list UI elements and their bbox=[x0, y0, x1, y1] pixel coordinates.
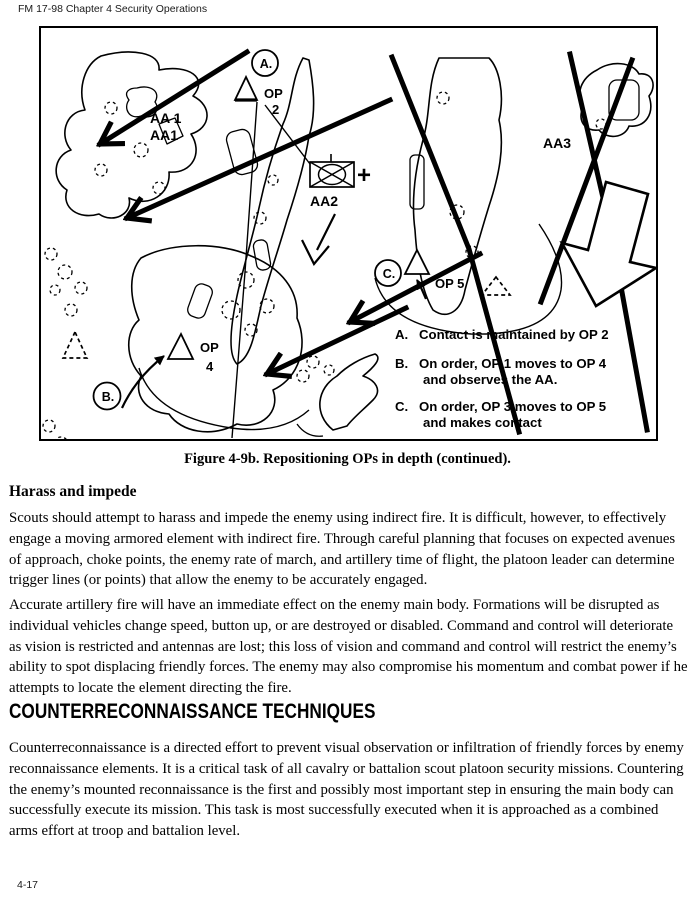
section-heading-harass: Harass and impede bbox=[9, 483, 137, 500]
figure-caption: Figure 4-9b. Repositioning OPs in depth (continued). bbox=[184, 451, 511, 467]
op5-symbol bbox=[405, 250, 429, 274]
page-header: FM 17-98 Chapter 4 Security Operations bbox=[18, 3, 208, 15]
circle-a-label: A. bbox=[259, 57, 273, 71]
paragraph-harass-1: Scouts should attempt to harass and impede the enemy using indirect fire. It is difficult, however, to effectively engage a moving armored element with indirect fire. Through careful planning that focuses on expected avenues of approach, choke points, the enemy rate of march, and artillery time of flight, the platoon leader can determine trigger lines (or points) that allow the enemy to be accurately engaged. bbox=[9, 510, 676, 589]
section-heading-counterrecon: COUNTERRECONNAISSANCE TECHNIQUES bbox=[9, 700, 376, 723]
arrow-aa2-head bbox=[302, 240, 329, 264]
op2-number: 2 bbox=[272, 102, 280, 117]
circle-c-label: C. bbox=[382, 267, 396, 281]
circle-b-label: B. bbox=[101, 390, 115, 404]
legend-a-letter: A. bbox=[395, 327, 409, 342]
op5-dashed-symbol bbox=[482, 277, 510, 295]
arrow-aa3-block bbox=[562, 182, 656, 306]
avenue-labels bbox=[150, 110, 571, 209]
legend-c-text-2: and makes contact bbox=[423, 415, 542, 430]
legend-b-text-2: and observes the AA. bbox=[423, 372, 558, 387]
label-aa1-lower: AA1 bbox=[150, 127, 179, 143]
paragraph-harass-2: Accurate artillery fire will have an immediate effect on the enemy main body. Formations will be disrupted as individual vehicles change speed, button up, or are destroyed or disabled. Command and control will deteriorate as vision is restricted and antennas are lost; this loss of vision and command and control will restrict the enemy’s ability to spot displacing friendly forces. The enemy may also compromise his momentum and combat power if he attempts to locate the element directing the fire. bbox=[9, 597, 688, 697]
legend-b-letter: B. bbox=[395, 356, 409, 371]
arrow-mid-2 bbox=[267, 308, 409, 374]
page-number: 4-17 bbox=[17, 879, 39, 891]
op4-dashed-symbol bbox=[63, 332, 87, 358]
legend-a-text: Contact is maintained by OP 2 bbox=[419, 327, 609, 342]
avenue-arrows bbox=[100, 52, 647, 432]
label-aa3: AA3 bbox=[543, 135, 572, 151]
legend-c-text: On order, OP 3 moves to OP 5 bbox=[419, 399, 607, 414]
legend-c-letter: C. bbox=[395, 399, 409, 414]
enemy-unit-symbol bbox=[310, 154, 354, 187]
paragraph-counterrecon-1: Counterreconnaissance is a directed effort to prevent visual observation or infiltration of friendly forces by enemy reconnaissance elements. It is a critical task of all cavalry or battalion scout platoon security missions. Countering the enemy’s mounted reconnaissance is the first and possibly most important step in ensuring the main body can successfully execute its mission. This task is most successfully executed when it is approached as a combined arms effort at troop and battalion level. bbox=[9, 740, 684, 840]
label-aa2: AA2 bbox=[310, 193, 339, 209]
label-aa1-upper: AA 1 bbox=[150, 110, 182, 126]
legend-b-text: On order, OP 1 moves to OP 4 bbox=[419, 356, 607, 371]
unit-size-plus: + bbox=[356, 162, 372, 189]
figure-frame bbox=[39, 26, 658, 441]
arrow-aa2-shaft bbox=[317, 214, 335, 250]
op4-number: 4 bbox=[206, 359, 214, 374]
op4-symbol bbox=[168, 334, 193, 359]
route-lines bbox=[139, 102, 562, 438]
figure-legend bbox=[395, 327, 609, 430]
op2-label: OP bbox=[264, 86, 283, 101]
op2-symbol bbox=[235, 77, 257, 100]
figure-4-9b-diagram bbox=[41, 28, 656, 439]
op4-label: OP bbox=[200, 340, 219, 355]
op5-label: OP 5 bbox=[435, 276, 465, 291]
